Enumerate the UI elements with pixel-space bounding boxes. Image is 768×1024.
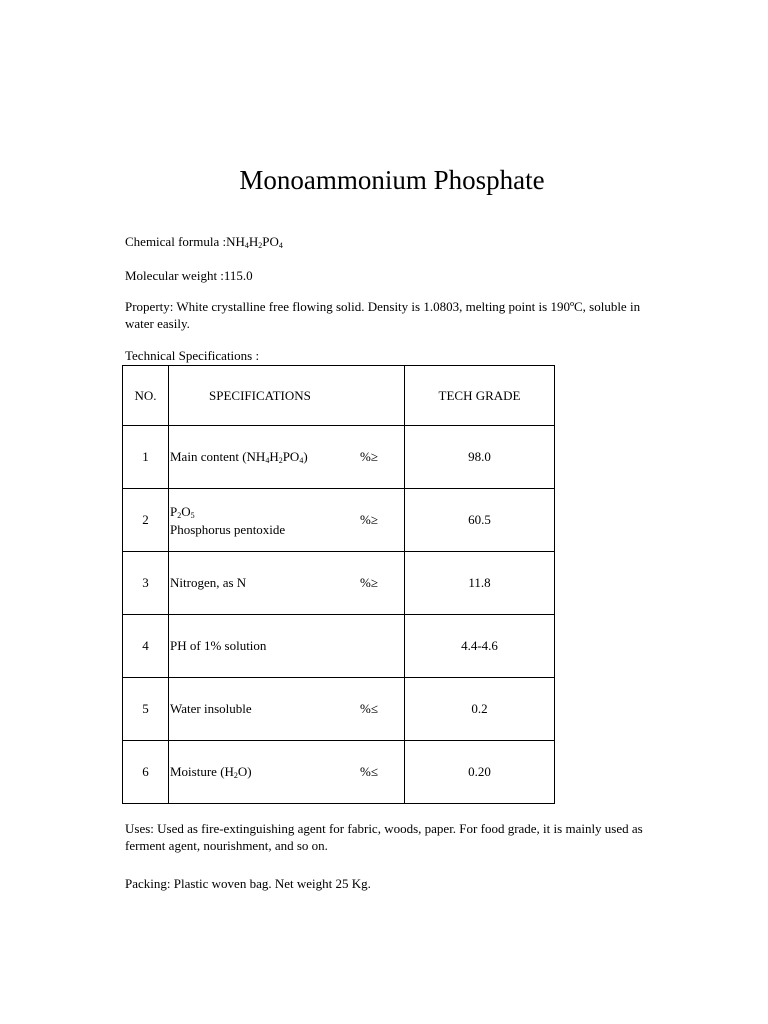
- header-tech-grade: TECH GRADE: [405, 366, 555, 426]
- chemical-formula-label: Chemical formula :: [125, 234, 227, 249]
- row-spec: Nitrogen, as N %≥: [169, 552, 405, 615]
- row-unit: %≤: [360, 764, 378, 779]
- row-spec: Moisture $(H_2O)$ %≤: [169, 741, 405, 804]
- row-spec: PH of 1% solution: [169, 615, 405, 678]
- row-no: 4: [123, 615, 169, 678]
- table-row: [123, 678, 555, 741]
- table-row: [123, 489, 555, 552]
- table-row: [123, 426, 555, 489]
- row-grade: 4.4-4.6: [405, 615, 555, 678]
- row-grade: 98.0: [405, 426, 555, 489]
- row-unit: %≥: [360, 449, 378, 464]
- row-no: 5: [123, 678, 169, 741]
- document-title: Monoammonium Phosphate: [239, 165, 545, 195]
- row-no: 1: [123, 426, 169, 489]
- molecular-weight: Molecular weight :115.0: [125, 268, 253, 283]
- row-unit: %≤: [360, 701, 378, 716]
- row-no: 2: [123, 489, 169, 552]
- specifications-table: [122, 365, 555, 804]
- row-grade: 60.5: [405, 489, 555, 552]
- property-text: Property: White crystalline free flowing solid. Density is 1.0803, melting point is 190ºC, soluble in water easily.: [125, 299, 641, 331]
- header-specifications: SPECIFICATIONS: [169, 366, 405, 426]
- table-row: [123, 615, 555, 678]
- row-grade: 11.8: [405, 552, 555, 615]
- header-no: NO.: [123, 366, 169, 426]
- row-no: 6: [123, 741, 169, 804]
- table-row: [123, 552, 555, 615]
- packing-text: Packing: Plastic woven bag. Net weight 25 Kg.: [125, 876, 371, 891]
- chemical-formula: Chemical formula $:NH_4H_2PO_4$: [125, 234, 283, 250]
- row-unit: %≥: [360, 575, 378, 590]
- row-no: 3: [123, 552, 169, 615]
- row-spec: Water insoluble %≤: [169, 678, 405, 741]
- row-grade: 0.20: [405, 741, 555, 804]
- row-spec: $P_2O_5$ Phosphorus pentoxide %≥: [169, 489, 405, 552]
- technical-specifications-label: Technical Specifications :: [125, 348, 260, 363]
- uses-text: Uses: Used as fire-extinguishing agent for fabric, woods, paper. For food grade, it is mainly used as ferment agent, nourishment, and so on.: [125, 821, 643, 853]
- row-spec: Main content $(NH_4H_2PO_4)$ %≥: [169, 426, 405, 489]
- row-unit: %≥: [360, 512, 378, 527]
- table-row: [123, 741, 555, 804]
- table-header-row: [123, 366, 555, 426]
- row-grade: 0.2: [405, 678, 555, 741]
